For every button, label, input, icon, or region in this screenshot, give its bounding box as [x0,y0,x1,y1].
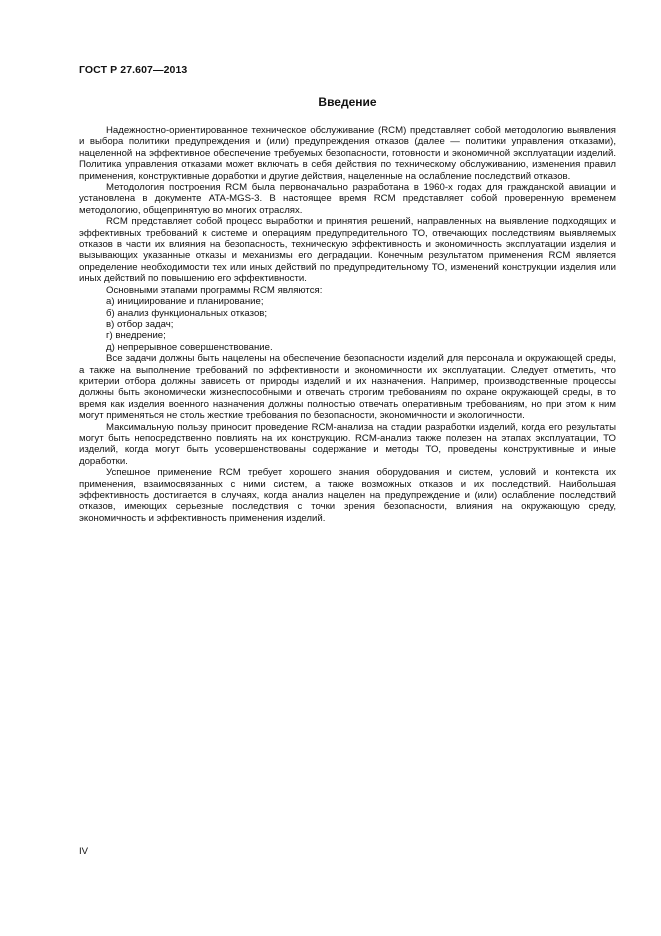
paragraph: RCM представляет собой процесс выработки и принятия решений, направленных на выявление подходящих и эффективных требований к системе и операциям предупредительного ТО, отвечающих последствиям выявляемых отказов в части их влияния на безопасность, техническую эффективность и экономичность эксплуатации изделия и вызывающих указанные отказы и механизмы его деградации. Конечным результатом применения RCM является определение необходимости тех или иных действий по предупредительному ТО, изменений конструкции изделия или иных действий по повышению его эффективности. [79,216,616,285]
section-title: Введение [318,95,377,109]
list-item: д) непрерывное совершенствование. [106,341,273,353]
list-item: а) инициирование и планирование; [106,296,264,308]
list-item: в) отбор задач; [106,318,174,330]
paragraph: Все задачи должны быть нацелены на обеспечение безопасности изделий для персонала и окружающей среды, а также на выполнение требований по эффективности и экономичности их эксплуатации. Следует отметить, что критерии отбора должны зависеть от природы изделий и их назначения. Например, производственные процессы должны быть экономически жизнеспособными и отвечать строгим требованиям по охране окружающей среды, в то время как изделия военного назначения должны полностью отвечать оперативным требованиям, но при этом к ним могут применяться не столь жесткие требования по безопасности, экономичности и экологичности. [79,353,616,422]
paragraph: Основными этапами программы RCM являются: [106,284,323,296]
list-item: г) внедрение; [106,330,166,342]
page-number: IV [79,846,89,857]
list-item: б) анализ функциональных отказов; [106,307,268,319]
paragraph: Максимальную пользу приносит проведение RCM-анализа на стадии разработки изделий, когда его результаты могут быть непосредственно повлиять на их конструкцию. RCM-анализ также полезен на этапах эксплуатации, ТО изделий, когда могут быть усовершенствованы содержание и методы ТО, проведены конструктивные и иные доработки. [79,421,616,467]
stages-list [79,296,616,353]
paragraph: Успешное применение RCM требует хорошего знания оборудования и систем, условий и контекста их применения, взаимосвязанных с ними систем, а также возможных отказов и их последствий. Наибольшая эффективность достигается в случаях, когда анализ нацелен на предупреждение и (или) ослабление последствий отказов, имеющих серьезные последствия с точки зрения безопасности, влияния на окружающую среду, экономичность и эффективность применения изделий. [79,467,616,524]
paragraph: Методология построения RCM была первоначально разработана в 1960-х годах для гражданской авиации и установлена в документе ATA-MGS-3. В настоящее время RCM представляет собой проверенную временем методологию, общепринятую во многих отраслях. [79,182,616,216]
document-header-code: ГОСТ Р 27.607—2013 [79,64,188,76]
document-body [79,125,616,524]
paragraph: Надежностно-ориентированное техническое обслуживание (RCM) представляет собой методологию выявления и выбора политики предупреждения и (или) предупреждения отказов (далее — политики управления отказами), нацеленной на эффективное обеспечение требуемых безопасности, готовности и экономичной эксплуатации изделий. Политика управления отказами может включать в себя действия по техническому обслуживанию, изменения правил применения, конструктивные доработки и другие действия, нацеленные на ослабление последствий отказов. [79,125,616,182]
